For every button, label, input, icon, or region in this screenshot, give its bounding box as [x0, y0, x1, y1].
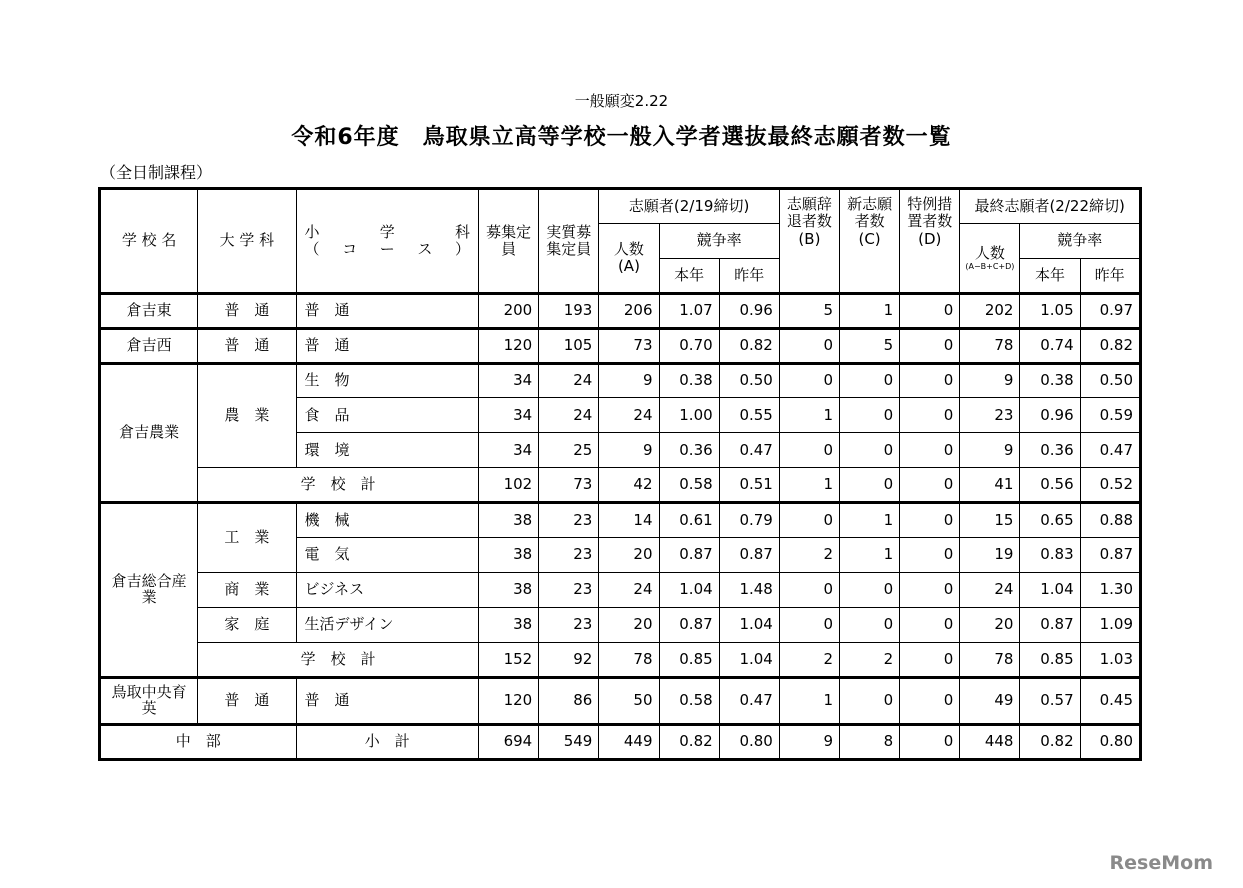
major-name: 普 通 [198, 677, 296, 724]
school-name: 倉吉西 [100, 328, 198, 363]
table-row-total: 中 部 小 計 694 549 449 0.82 0.80 9 8 0 448 0.82 0.80 [100, 724, 1141, 759]
document-subtitle: 一般願変2.22 [574, 92, 669, 110]
header-applicants-group: 志願者(2/19締切) [599, 189, 779, 224]
header-ratio: 競争率 [659, 223, 779, 258]
major-name: 農 業 [198, 363, 296, 468]
minor-name: 普 通 [296, 677, 479, 724]
minor-name: ビジネス [296, 572, 479, 607]
minor-name: 電 気 [296, 538, 479, 573]
minor-name: 食 品 [296, 398, 479, 433]
table-row: 倉吉西 普 通 普 通 120 105 73 0.70 0.82 0 5 0 78 0.74 0.82 [100, 328, 1141, 363]
major-name: 工 業 [198, 503, 296, 573]
table-row: 倉吉総合産業 工 業 機 械 38 23 14 0.61 0.79 0 1 0 15 0.65 0.88 [100, 503, 1141, 538]
table-row: 食 品 34 24 24 1.00 0.55 1 0 0 23 0.96 0.59 [100, 398, 1141, 433]
header-actual-capacity: 実質募集定員 [539, 189, 599, 294]
header-capacity: 募集定員 [479, 189, 539, 294]
major-name: 普 通 [198, 328, 296, 363]
header-withdraw: 志願辞退者数 (B) [779, 189, 839, 294]
table-row: 商 業 ビジネス 38 23 24 1.04 1.48 0 0 0 24 1.04 1.30 [100, 572, 1141, 607]
header-final-this-year: 本年 [1020, 258, 1080, 293]
table-row: 家 庭 生活デザイン 38 23 20 0.87 1.04 0 0 0 20 0.87 1.09 [100, 607, 1141, 642]
resemom-logo: ReseMom [1109, 852, 1213, 874]
course-label: （全日制課程） [100, 163, 213, 182]
applicants-table [98, 187, 1142, 761]
table-row: 鳥取中央育英 普 通 普 通 120 86 50 0.58 0.47 1 0 0 49 0.57 0.45 [100, 677, 1141, 724]
table-row: 倉吉農業 農 業 生 物 34 24 9 0.38 0.50 0 0 0 9 0.38 0.50 [100, 363, 1141, 398]
header-count: 人数 (A) [599, 223, 659, 293]
header-final-count: 人数 (A−B+C+D) [960, 223, 1020, 293]
header-final-last-year: 昨年 [1080, 258, 1140, 293]
header-last-year: 昨年 [719, 258, 779, 293]
document-title: 令和6年度 鳥取県立高等学校一般入学者選抜最終志願者数一覧 [291, 125, 952, 150]
table-row-subtotal: 学 校 計 152 92 78 0.85 1.04 2 2 0 78 0.85 1.03 [100, 642, 1141, 677]
minor-name: 環 境 [296, 433, 479, 468]
subtotal-label: 学 校 計 [198, 642, 479, 677]
header-school: 学 校 名 [100, 189, 198, 294]
table-row-subtotal: 学 校 計 102 73 42 0.58 0.51 1 0 0 41 0.56 0.52 [100, 468, 1141, 503]
subtotal-label: 学 校 計 [198, 468, 479, 503]
total-region: 中 部 [100, 724, 297, 759]
table-row: 倉吉東 普 通 普 通 200 193 206 1.07 0.96 5 1 0 202 1.05 0.97 [100, 293, 1141, 328]
header-final-group: 最終志願者(2/22締切) [960, 189, 1141, 224]
minor-name: 生 物 [296, 363, 479, 398]
minor-name: 機 械 [296, 503, 479, 538]
header-major: 大 学 科 [198, 189, 296, 294]
table-row: 電 気 38 23 20 0.87 0.87 2 1 0 19 0.83 0.87 [100, 538, 1141, 573]
major-name: 普 通 [198, 293, 296, 328]
major-name: 商 業 [198, 572, 296, 607]
school-name: 倉吉農業 [100, 363, 198, 503]
school-name: 鳥取中央育英 [100, 677, 198, 724]
header-special: 特例措置者数 (D) [900, 189, 960, 294]
minor-name: 普 通 [296, 293, 479, 328]
header-minor: 小 学 科 （ コ ー ス ） [296, 189, 479, 294]
header-final-ratio: 競争率 [1020, 223, 1141, 258]
minor-name: 普 通 [296, 328, 479, 363]
table-row: 環 境 34 25 9 0.36 0.47 0 0 0 9 0.36 0.47 [100, 433, 1141, 468]
minor-name: 生活デザイン [296, 607, 479, 642]
school-name: 倉吉総合産業 [100, 503, 198, 678]
header-this-year: 本年 [659, 258, 719, 293]
total-label: 小 計 [296, 724, 479, 759]
school-name: 倉吉東 [100, 293, 198, 328]
header-new-applicants: 新志願者数 (C) [840, 189, 900, 294]
major-name: 家 庭 [198, 607, 296, 642]
